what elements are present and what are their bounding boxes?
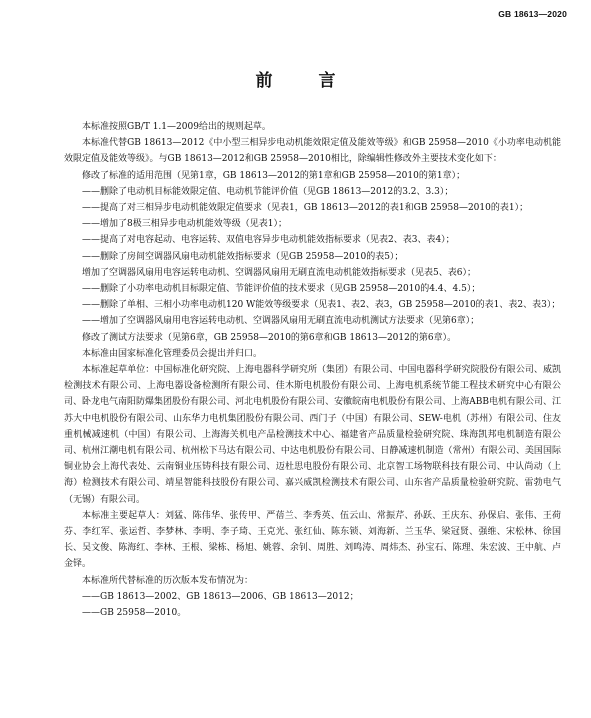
paragraph-proposer: 本标准由国家标准化管理委员会提出并归口。: [82, 348, 263, 359]
paragraph-test-method-change: 修改了测试方法要求（见第6章，GB 25958—2010的第6章和GB 18613—2012的第6章）。: [82, 332, 457, 343]
preface-body: [64, 119, 561, 621]
standard-code: GB 18613—2020: [498, 9, 567, 19]
paragraph-scope-change: 修改了标准的适用范围（见第1章，GB 18613—2012的第1章和GB 25958—2010的第1章）；: [82, 170, 466, 181]
change-item: ——提高了对电容起动、电容运转、双值电容异步电动机能效指标要求（见表2、表3、表4）；: [82, 235, 455, 246]
change-item: ——删除了房间空调器风扇电动机能效指标要求（见GB 25958—2010的表5）；: [82, 251, 404, 262]
change-item: 增加了空调器风扇用电容运转电动机、空调器风扇用无刷直流电动机能效指标要求（见表5、表6）；: [82, 267, 476, 278]
paragraph-history-intro: 本标准所代替标准的历次版本发布情况为：: [82, 575, 254, 586]
change-item: ——删除了小功率电动机目标限定值、节能评价值的技术要求（见GB 25958—2010的4.4、4.5）；: [82, 284, 481, 295]
history-item: ——GB 18613—2002、GB 18613—2006、GB 18613—2012；: [82, 591, 359, 602]
change-item: ——增加了空调器风扇用电容运转电动机、空调器风扇用无刷直流电动机测试方法要求（见第6章）；: [82, 316, 480, 327]
history-item: ——GB 25958—2010。: [82, 608, 187, 619]
page-title: 前 言: [255, 71, 356, 91]
paragraph-drafters: 本标准主要起草人：刘猛、陈伟华、张传甲、严蓓兰、李秀英、伍云山、常振芹、孙跃、王庆东、孙保启、张伟、王荷芬、李红军、张运哲、李梦林、李明、李子琦、王克光、张红仙、陈东锁、刘海新、兰玉华、梁冠贤、强维、宋松林、徐国长、吴文俊、陈海红、李林、王根、梁栋、杨旭、姚蓉、余钊、周胜、刘鸣涛、周炜杰、孙宝石、陈理、朱宏波、王中航、卢金铎。: [64, 510, 561, 570]
paragraph-replacement: 本标准代替GB 18613—2012《中小型三相异步电动机能效限定值及能效等级》和GB 25958—2010《小功率电动机能效限定值及能效等级》。与GB 18613—2012和GB 25958—2010相比，除编辑性修改外主要技术变化如下：: [64, 138, 561, 165]
change-item: ——删除了电动机目标能效限定值、电动机节能评价值（见GB 18613—2012的3.2、3.3）；: [82, 186, 454, 197]
paragraph-drafting-organizations: 本标准起草单位：中国标准化研究院、上海电器科学研究所（集团）有限公司、中国电器科学研究院股份有限公司、威凯检测技术有限公司、上海电器设备检测所有限公司、佳木斯电机股份有限公司、上海电机系统节能工程技术研究中心有限公司、卧龙电气南阳防爆集团股份有限公司、河北电机股份有限公司、安徽皖南电机股份有限公司、上海ABB电机有限公司、江苏大中电机股份有限公司、山东华力电机集团股份有限公司、西门子（中国）有限公司、SEW-电机（苏州）有限公司、住友重机械减速机（中国）有限公司、上海海关机电产品检测技术中心、福建省产品质量检验研究院、珠海凯邦电机制造有限公司、杭州江潮电机有限公司、杭州松下马达有限公司、中达电机股份有限公司、日静减速机制造（常州）有限公司、美国国际铜业协会上海代表处、云南铜业压铸科技有限公司、迈杜思电股份有限公司、北京智工场物联科技有限公司、中认尚动（上海）检测技术有限公司、靖星智能科技股份有限公司、嘉兴威凯检测技术有限公司、山东省产品质量检验研究院、雷勃电气（无锡）有限公司。: [64, 365, 561, 505]
change-item: ——提高了对三相异步电动机能效限定值要求（见表1，GB 18613—2012的表1和GB 25958—2010的表1）；: [82, 203, 529, 214]
change-item: ——增加了8极三相异步电动机能效等级（见表1）；: [82, 219, 287, 230]
paragraph-drafting-rule: 本标准按照GB/T 1.1—2009给出的规则起草。: [82, 122, 271, 132]
change-item: ——删除了单相、三相小功率电动机120 W能效等级要求（见表1、表2、表3，GB 25958—2010的表1、表2、表3）；: [82, 300, 561, 311]
